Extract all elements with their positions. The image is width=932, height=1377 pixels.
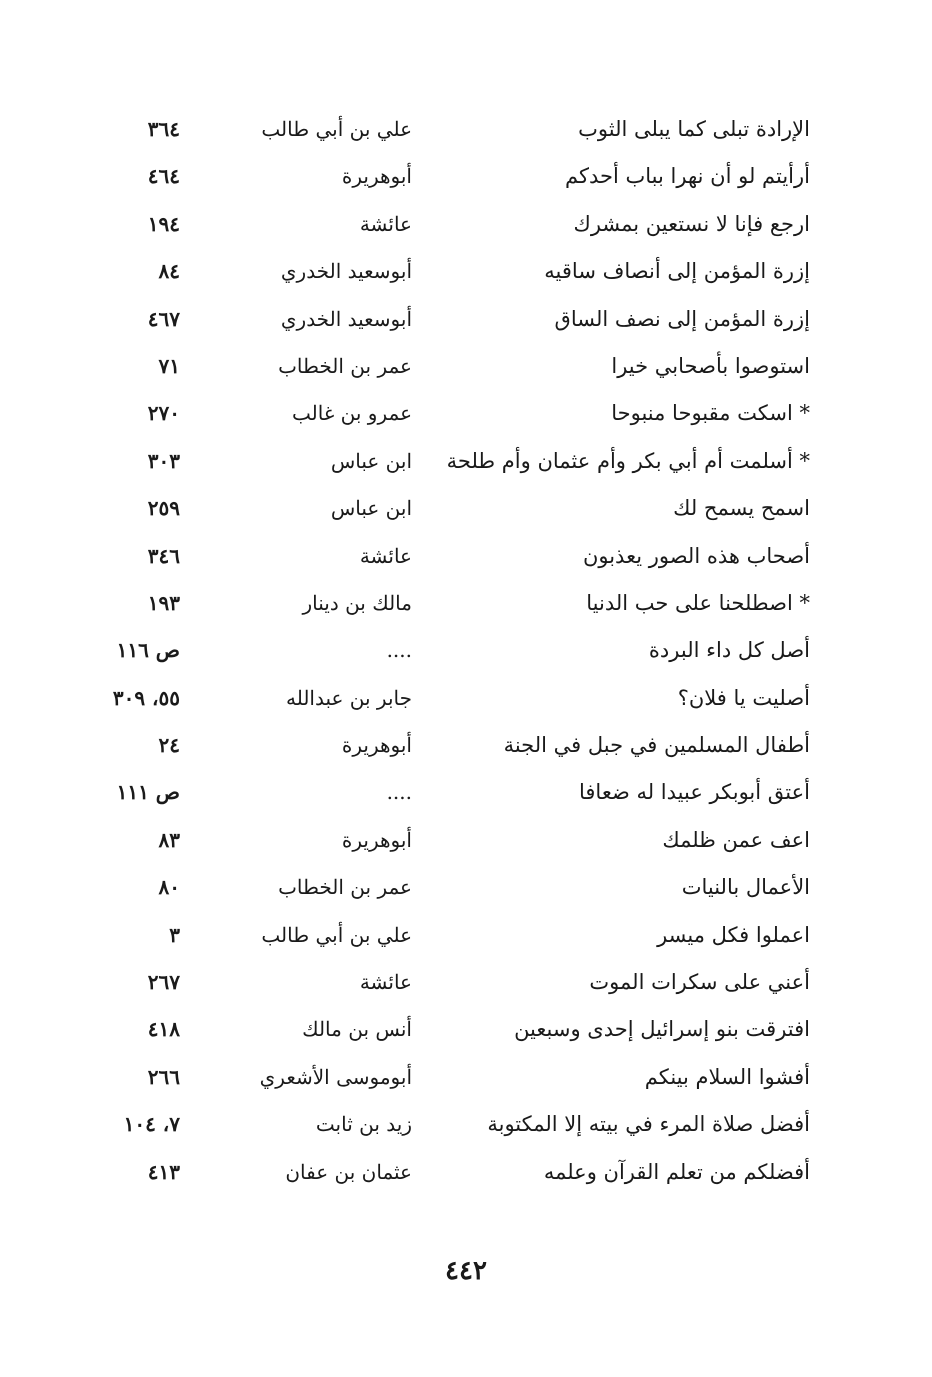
page-reference: ٤١٣ <box>147 1159 180 1184</box>
index-row <box>0 248 932 295</box>
page-reference: ٢٥٩ <box>147 496 180 521</box>
index-row <box>0 912 932 959</box>
hadith-text: اعف عمن ظلمك <box>662 827 810 852</box>
narrator-name: جابر بن عبدالله <box>285 685 412 710</box>
hadith-text: * اسكت مقبوحا منبوحا <box>611 401 810 426</box>
page-reference: ١٩٣ <box>147 590 180 615</box>
index-row <box>0 438 932 485</box>
hadith-text: أطفال المسلمين في جبل في الجنة <box>503 733 810 758</box>
narrator-name: عائشة <box>359 211 412 236</box>
hadith-text: استوصوا بأصحابي خيرا <box>611 353 810 378</box>
narrator-name: .... <box>386 780 412 805</box>
narrator-name: .... <box>386 638 412 663</box>
page-reference: ٨٤ <box>158 259 180 284</box>
hadith-text: أفشوا السلام بينكم <box>644 1064 810 1089</box>
index-row <box>0 627 932 674</box>
hadith-text: أعني على سكرات الموت <box>589 970 810 995</box>
page-reference: ٥٥، ٣٠٩ <box>112 685 180 710</box>
index-row <box>0 675 932 722</box>
narrator-name: أبوسعيد الخدري <box>280 259 412 284</box>
index-row <box>0 1149 932 1196</box>
narrator-name: أبوسعيد الخدري <box>280 306 412 331</box>
index-row <box>0 201 932 248</box>
page-reference: ٨٠ <box>158 875 180 900</box>
narrator-name: علي بن أبي طالب <box>261 117 412 141</box>
index-row <box>0 769 932 816</box>
index-row <box>0 722 932 769</box>
page-reference: ٢٤ <box>158 733 180 758</box>
index-row <box>0 106 932 153</box>
narrator-name: عائشة <box>359 970 412 995</box>
index-row <box>0 343 932 390</box>
index-row <box>0 153 932 200</box>
narrator-name: عائشة <box>359 543 412 568</box>
page-reference: ٢٦٧ <box>147 970 180 995</box>
page-reference: ٢٦٦ <box>147 1064 180 1089</box>
page-reference: ٣ <box>169 922 180 947</box>
index-row <box>0 533 932 580</box>
page-reference: ٣٠٣ <box>147 448 180 473</box>
hadith-text: إزرة المؤمن إلى نصف الساق <box>554 306 810 331</box>
narrator-name: أبوهريرة <box>341 827 412 852</box>
hadith-text: الأعمال بالنيات <box>681 875 810 900</box>
hadith-text: الإرادة تبلى كما يبلى الثوب <box>578 117 810 141</box>
index-row <box>0 959 932 1006</box>
index-row <box>0 296 932 343</box>
hadith-text: أفضلكم من تعلم القرآن وعلمه <box>543 1159 810 1184</box>
page-reference: ٨٣ <box>158 827 180 852</box>
page-reference: ٣٦٤ <box>147 117 180 141</box>
hadith-text: إزرة المؤمن إلى أنصاف ساقيه <box>544 259 810 284</box>
narrator-name: عثمان بن عفان <box>285 1159 412 1184</box>
hadith-text: * اصطلحنا على حب الدنيا <box>586 590 810 615</box>
hadith-text: أصليت يا فلان؟ <box>677 685 810 710</box>
hadith-text: أفضل صلاة المرء في بيته إلا المكتوبة <box>487 1112 810 1137</box>
page-number: ٤٤٢ <box>445 1256 487 1286</box>
narrator-name: مالك بن دينار <box>302 590 412 615</box>
index-row <box>0 1054 932 1101</box>
hadith-text: أصحاب هذه الصور يعذبون <box>582 543 810 568</box>
hadith-text: أصل كل داء البردة <box>648 638 810 663</box>
hadith-text: اعملوا فكل ميسر <box>657 922 810 947</box>
narrator-name: أبوهريرة <box>341 164 412 189</box>
narrator-name: أبوموسى الأشعري <box>259 1064 412 1089</box>
hadith-text: أعتق أبوبكر عبيدا له ضعافا <box>579 780 810 805</box>
hadith-text: افترقت بنو إسرائيل إحدى وسبعين <box>514 1017 810 1042</box>
page-reference: ٧، ١٠٤ <box>123 1112 180 1137</box>
index-row <box>0 390 932 437</box>
page-reference: ٤٦٧ <box>147 306 180 331</box>
page-reference: ٤٦٤ <box>147 164 180 189</box>
page-reference: ٣٤٦ <box>147 543 180 568</box>
index-row <box>0 1101 932 1148</box>
page-reference: ص ١١٦ <box>116 638 180 663</box>
index-row <box>0 485 932 532</box>
hadith-text: ارجع فإنا لا نستعين بمشرك <box>573 211 810 236</box>
narrator-name: زيد بن ثابت <box>315 1112 412 1137</box>
narrator-name: عمرو بن غالب <box>292 401 412 426</box>
index-row <box>0 1006 932 1053</box>
narrator-name: عمر بن الخطاب <box>278 353 412 378</box>
page-reference: ١٩٤ <box>147 211 180 236</box>
narrator-name: ابن عباس <box>330 496 412 521</box>
hadith-index-table <box>0 106 932 1196</box>
narrator-name: أنس بن مالك <box>302 1017 412 1042</box>
hadith-text: اسمح يسمح لك <box>673 496 810 521</box>
narrator-name: أبوهريرة <box>341 733 412 758</box>
page-reference: ٧١ <box>158 353 180 378</box>
index-row <box>0 817 932 864</box>
index-row <box>0 864 932 911</box>
page-reference: ص ١١١ <box>116 780 180 805</box>
page-reference: ٤١٨ <box>147 1017 180 1042</box>
narrator-name: ابن عباس <box>330 448 412 473</box>
index-row <box>0 580 932 627</box>
hadith-text: أرأيتم لو أن نهرا بباب أحدكم <box>565 164 810 189</box>
hadith-text: * أسلمت أم أبي بكر وأم عثمان وأم طلحة <box>446 448 810 473</box>
page-reference: ٢٧٠ <box>147 401 180 426</box>
narrator-name: علي بن أبي طالب <box>261 922 412 947</box>
narrator-name: عمر بن الخطاب <box>278 875 412 900</box>
